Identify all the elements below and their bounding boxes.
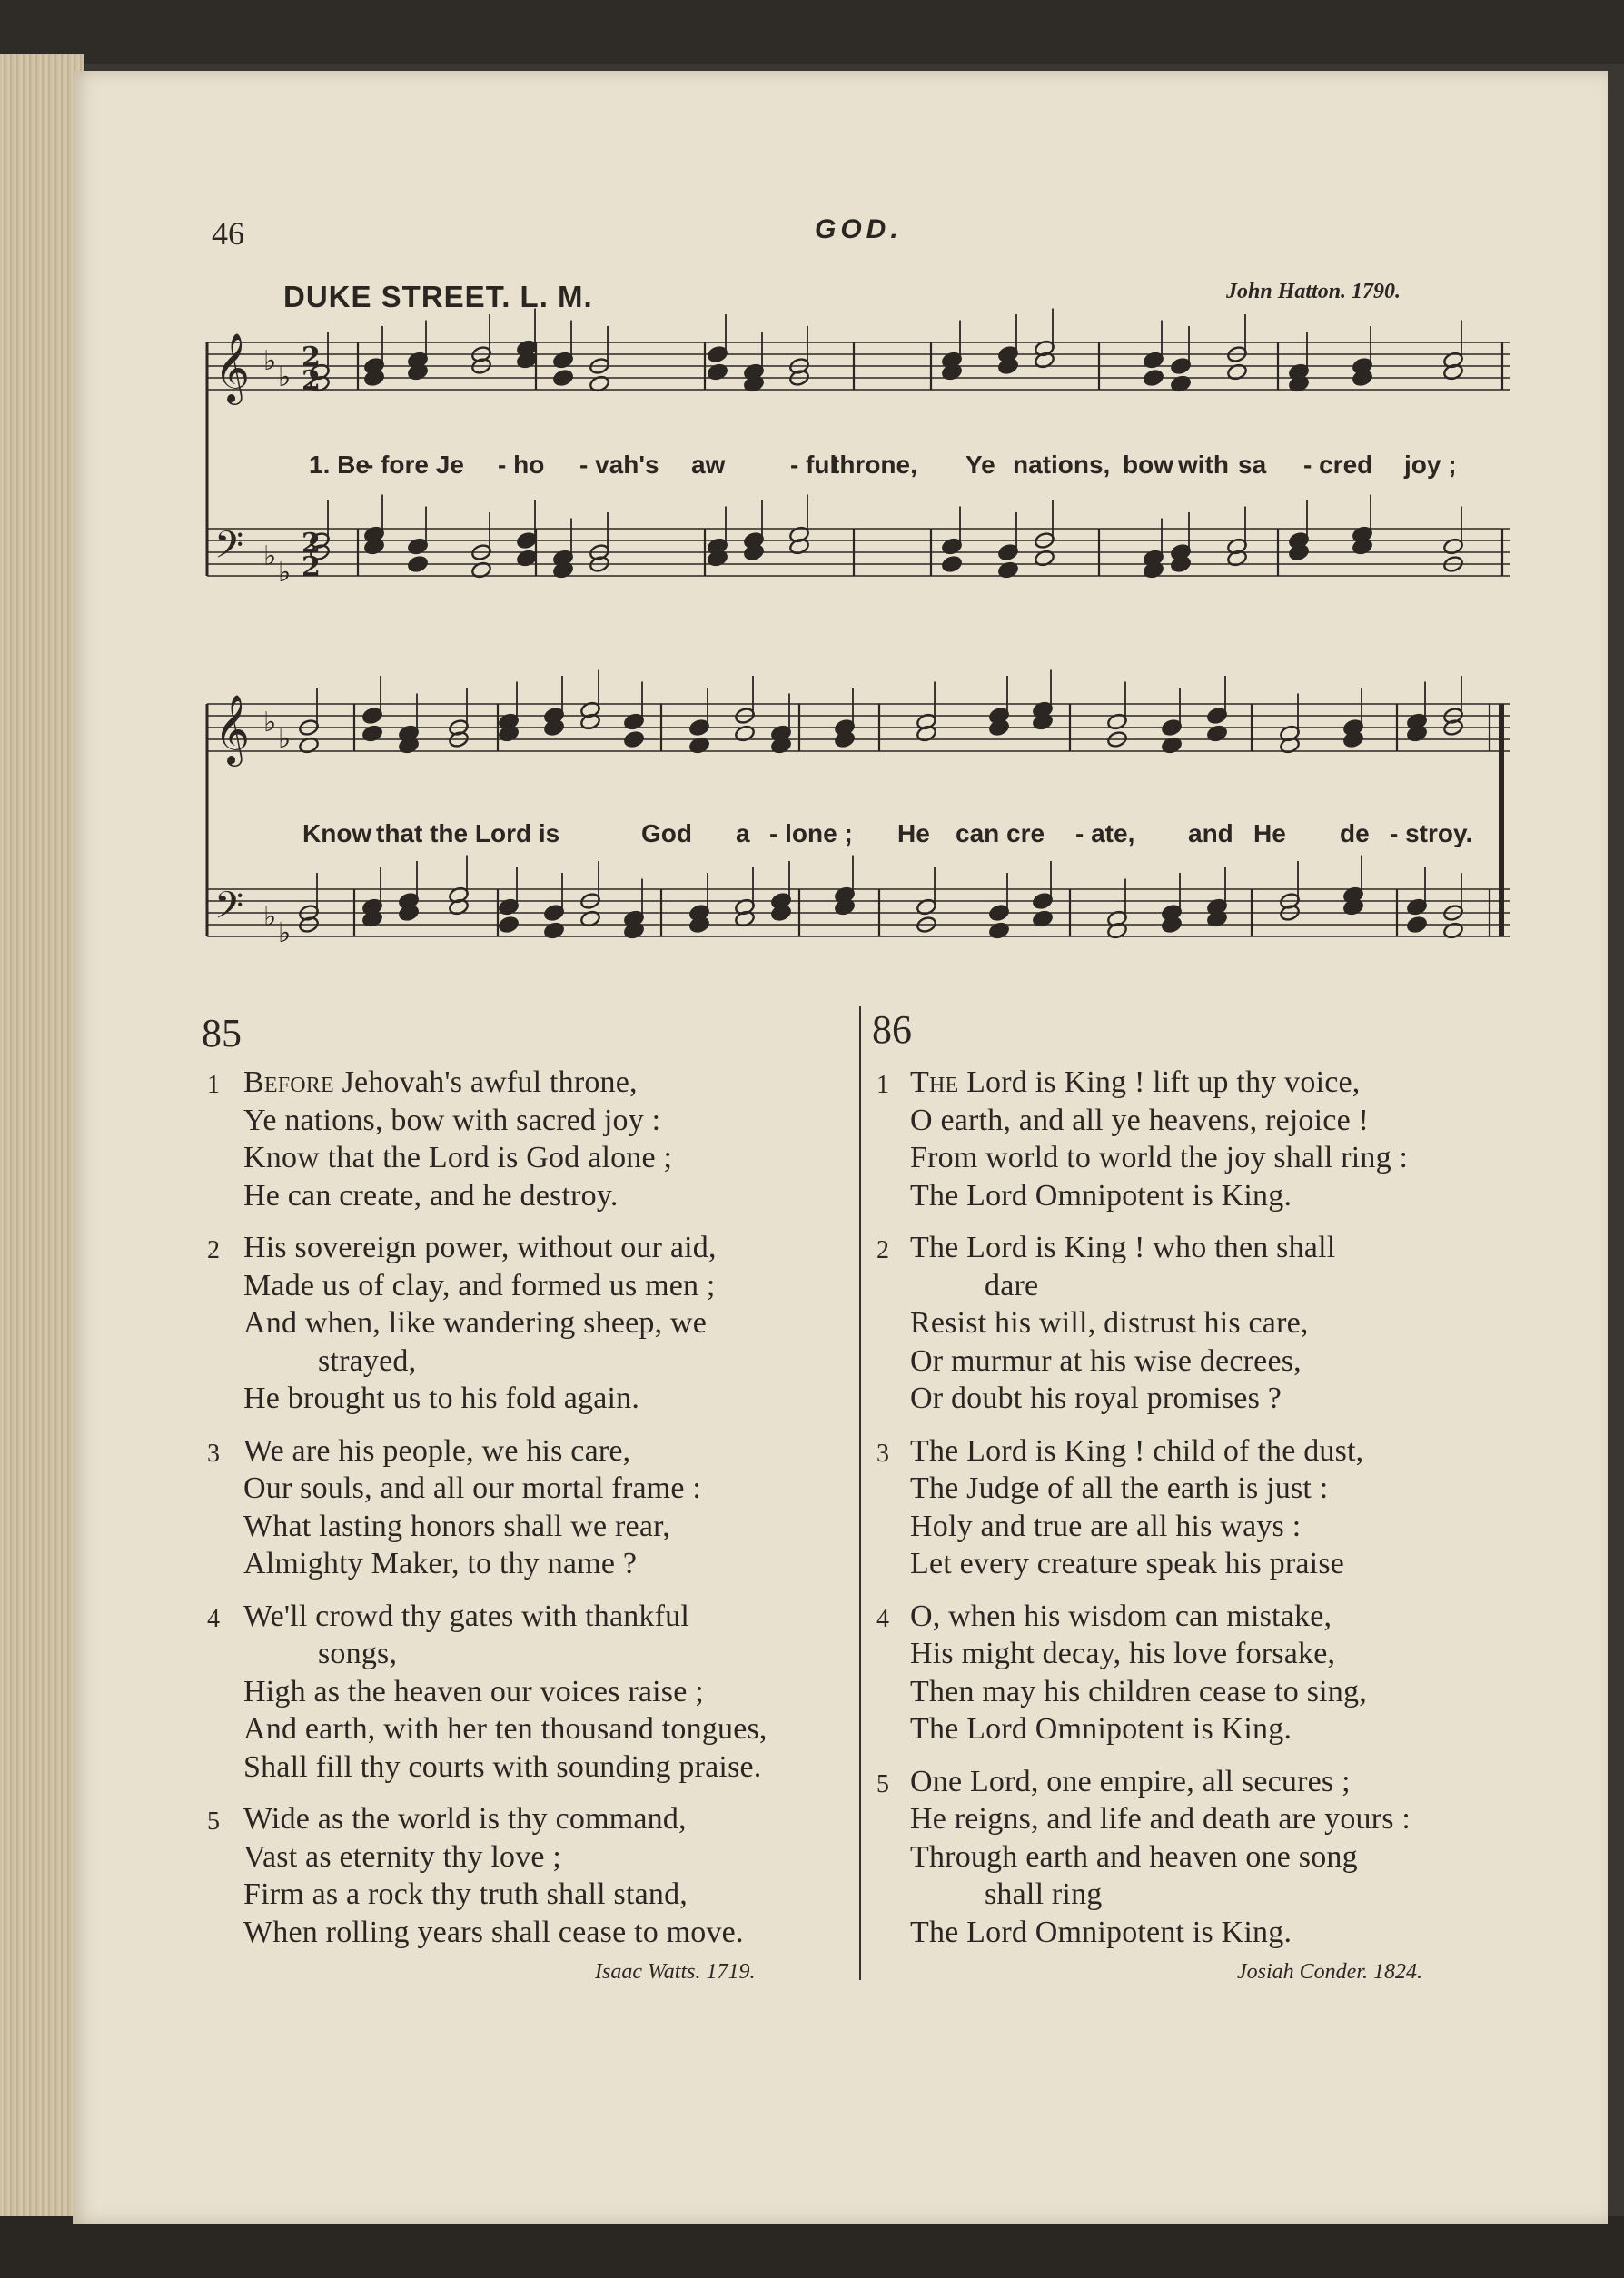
verse-line-text: When rolling years shall cease to move. xyxy=(243,1915,744,1949)
verse-line-text: He reigns, and life and death are yours : xyxy=(910,1802,1411,1836)
verse-line-text: O earth, and all ye heavens, rejoice ! xyxy=(910,1103,1370,1137)
verse-line-text: Our souls, and all our mortal frame : xyxy=(243,1471,702,1505)
lyric-syllable: - stroy. xyxy=(1390,819,1473,847)
verse-line-text: songs, xyxy=(318,1637,398,1670)
flat-sign: ♭ xyxy=(278,723,292,755)
column-divider xyxy=(859,1006,861,1980)
note-head xyxy=(498,916,520,934)
verse-line-text: shall ring xyxy=(985,1877,1103,1911)
verse-line xyxy=(910,1712,1292,1747)
flat-sign: ♭ xyxy=(263,901,277,933)
verse-line xyxy=(243,1750,762,1785)
verse-line xyxy=(910,1434,1363,1469)
verse-number: 4 xyxy=(876,1604,889,1633)
lyric-syllable: with xyxy=(1178,451,1229,479)
verse-line xyxy=(910,1637,1335,1671)
verse-first-word: Before xyxy=(243,1065,334,1099)
verse-line xyxy=(910,1141,1408,1175)
verse-line xyxy=(910,1600,1332,1634)
verse-line xyxy=(243,1104,660,1138)
hymn-86-number: 86 xyxy=(872,1007,912,1052)
verse-line xyxy=(318,1637,397,1671)
verse-line xyxy=(243,1434,630,1469)
lyric-syllable: - cred xyxy=(1303,451,1373,479)
verse-line-text: From world to world the joy shall ring : xyxy=(910,1141,1409,1174)
time-signature: 2 xyxy=(302,551,321,583)
note-head xyxy=(623,730,645,748)
verse-number: 2 xyxy=(207,1236,220,1264)
verse-line-text: The Lord Omnipotent is King. xyxy=(910,1178,1292,1213)
verse-line-text: Lord is King ! lift up thy voice, xyxy=(958,1065,1361,1099)
verse-line-text: Wide as the world is thy command, xyxy=(243,1802,687,1836)
verse-line-text: Let every creature speak his praise xyxy=(910,1547,1345,1580)
verse-line xyxy=(910,1916,1292,1950)
verse-line-text: Ye nations, bow with sacred joy : xyxy=(243,1103,661,1137)
lyric-syllable: - ful xyxy=(790,451,837,479)
verse-line xyxy=(243,1510,670,1544)
lyric-syllable: - ate, xyxy=(1075,819,1135,847)
verse-line-text: Or doubt his royal promises ? xyxy=(910,1382,1282,1415)
hymn-86-author: Josiah Conder. 1824. xyxy=(1237,1960,1422,1984)
tune-name: DUKE STREET. L. M. xyxy=(283,280,593,313)
page-number: 46 xyxy=(212,215,244,252)
lyric-syllable: joy ; xyxy=(1404,451,1457,479)
verse-line-text: He brought us to his fold again. xyxy=(243,1382,640,1415)
lyric-syllable: bow xyxy=(1123,451,1173,479)
verse-line-text: Jehovah's awful throne, xyxy=(333,1065,638,1099)
lyric-syllable: Know xyxy=(302,819,372,847)
lyric-syllable: He xyxy=(1253,819,1286,847)
verse-line xyxy=(910,1840,1358,1875)
verse-line xyxy=(243,1916,744,1950)
tune-composer: John Hatton. 1790. xyxy=(1226,280,1401,303)
verse-line xyxy=(910,1510,1301,1544)
flat-sign: ♭ xyxy=(263,540,277,572)
verse-line-text: strayed, xyxy=(318,1343,417,1378)
bass-clef: 𝄢 xyxy=(214,523,244,576)
note-head xyxy=(407,555,429,573)
verse-line-text: Shall fill thy courts with sounding praise. xyxy=(243,1749,762,1784)
verse-line xyxy=(243,1712,767,1747)
lyric-syllable: - lone ; xyxy=(769,819,853,847)
verse-line-text: dare xyxy=(985,1268,1039,1302)
verse-line-text: His might decay, his love forsake, xyxy=(910,1637,1336,1670)
flat-sign: ♭ xyxy=(278,557,292,589)
verse-line-text: Resist his will, distrust his care, xyxy=(910,1306,1309,1340)
verse-line-text: Vast as eternity thy love ; xyxy=(243,1839,562,1874)
verse-line-text: The Lord is King ! child of the dust, xyxy=(910,1433,1364,1468)
lyric-syllable: Ye xyxy=(965,451,995,479)
verse-line xyxy=(985,1269,1038,1303)
lyric-syllable: and xyxy=(1188,819,1233,847)
verse-line-text: And when, like wandering sheep, we xyxy=(243,1306,708,1340)
verse-line-text: We are his people, we his care, xyxy=(243,1433,631,1468)
lyric-syllable: nations, xyxy=(1013,451,1111,479)
note-head xyxy=(941,555,963,573)
verse-line xyxy=(910,1179,1292,1213)
note-head xyxy=(1406,916,1428,934)
verse-line-text: Through earth and heaven one song xyxy=(910,1839,1358,1874)
verse-line-text: We'll crowd thy gates with thankful xyxy=(243,1599,690,1633)
verse-line-text: The Lord Omnipotent is King. xyxy=(910,1712,1292,1746)
verse-line xyxy=(243,1840,561,1875)
verse-line xyxy=(243,1065,638,1100)
final-bar xyxy=(1499,704,1504,936)
verse-number: 5 xyxy=(207,1808,220,1836)
book-cover-bottom xyxy=(0,2216,1624,2278)
verse-line-text: Almighty Maker, to thy name ? xyxy=(243,1547,638,1580)
verse-number: 2 xyxy=(876,1236,889,1264)
verse-line xyxy=(318,1344,416,1379)
verse-line xyxy=(985,1877,1102,1912)
lyric-syllable: that the Lord is xyxy=(376,819,560,847)
lyric-syllable: sa xyxy=(1238,451,1267,479)
time-signature: 2 xyxy=(302,342,321,373)
verse-line-text: Firm as a rock thy truth shall stand, xyxy=(243,1877,688,1911)
verse-line-text: He can create, and he destroy. xyxy=(243,1178,619,1213)
verse-number: 5 xyxy=(876,1769,889,1798)
verse-line xyxy=(910,1065,1361,1100)
running-head: GOD. xyxy=(815,214,903,244)
treble-clef: 𝄞 xyxy=(214,694,251,764)
treble-clef: 𝄞 xyxy=(214,332,251,402)
verse-number: 3 xyxy=(207,1439,220,1468)
verse-number: 4 xyxy=(207,1604,220,1633)
verse-line xyxy=(243,1802,687,1837)
verse-line xyxy=(910,1765,1351,1799)
verse-line-text: What lasting honors shall we rear, xyxy=(243,1509,670,1543)
lyric-syllable: 1. Be xyxy=(309,451,370,479)
verse-line xyxy=(243,1675,704,1709)
flat-sign: ♭ xyxy=(263,345,277,377)
verse-line xyxy=(910,1306,1309,1341)
verse-line-text: His sovereign power, without our aid, xyxy=(243,1231,717,1264)
verse-number: 3 xyxy=(876,1439,889,1468)
verse-line xyxy=(910,1104,1369,1138)
lyric-syllable: throne, xyxy=(831,451,917,479)
bass-clef: 𝄢 xyxy=(214,884,244,936)
verse-line-text: The Judge of all the earth is just : xyxy=(910,1471,1329,1505)
verse-line xyxy=(910,1344,1302,1379)
verse-line-text: O, when his wisdom can mistake, xyxy=(910,1599,1332,1633)
verse-line-text: The Lord is King ! who then shall xyxy=(910,1231,1336,1264)
verse-line-text: Or murmur at his wise decrees, xyxy=(910,1343,1302,1378)
lyric-syllable: - vah's xyxy=(579,451,659,479)
flat-sign: ♭ xyxy=(263,707,277,738)
verse-line-text: High as the heaven our voices raise ; xyxy=(243,1674,704,1708)
verse-line-text: Made us of clay, and formed us men ; xyxy=(243,1268,716,1302)
verse-line xyxy=(243,1547,637,1581)
lyric-syllable: God xyxy=(641,819,692,847)
verse-line-text: The Lord Omnipotent is King. xyxy=(910,1915,1292,1949)
time-signature: 2 xyxy=(302,528,321,560)
verse-line xyxy=(910,1547,1344,1581)
note-head xyxy=(1143,369,1164,387)
hymn-85-number: 85 xyxy=(202,1011,242,1055)
lyric-syllable: can cre xyxy=(956,819,1045,847)
verse-number: 1 xyxy=(876,1071,889,1099)
lyric-syllable: - fore Je xyxy=(365,451,464,479)
lyric-syllable: de xyxy=(1340,819,1370,847)
verse-line xyxy=(243,1141,672,1175)
verse-line-text: And earth, with her ten thousand tongues, xyxy=(243,1712,767,1746)
flat-sign: ♭ xyxy=(278,362,292,393)
lyric-syllable: - ho xyxy=(498,451,545,479)
verse-line-text: One Lord, one empire, all secures ; xyxy=(910,1764,1351,1798)
verse-line xyxy=(910,1471,1328,1506)
lyric-syllable: aw xyxy=(691,451,726,479)
verse-line xyxy=(910,1802,1411,1837)
verse-line-text: Then may his children cease to sing, xyxy=(910,1674,1367,1708)
verse-line xyxy=(243,1471,701,1506)
verse-line-text: Holy and true are all his ways : xyxy=(910,1509,1302,1543)
lyric-syllable: a xyxy=(736,819,750,847)
verse-line xyxy=(243,1231,717,1265)
lyric-syllable: He xyxy=(897,819,930,847)
hymn-85-author: Isaac Watts. 1719. xyxy=(595,1960,756,1984)
verse-line xyxy=(910,1231,1335,1265)
verse-number: 1 xyxy=(207,1071,220,1099)
verse-line xyxy=(910,1675,1367,1709)
verse-line xyxy=(243,1269,716,1303)
verse-line xyxy=(243,1382,639,1416)
verse-first-word: The xyxy=(910,1065,959,1099)
verse-line-text: Know that the Lord is God alone ; xyxy=(243,1141,673,1174)
verse-line xyxy=(243,1179,619,1213)
verse-line xyxy=(243,1306,707,1341)
time-signature: 2 xyxy=(302,365,321,397)
verse-line xyxy=(910,1382,1282,1416)
flat-sign: ♭ xyxy=(278,917,292,949)
verse-line xyxy=(243,1600,689,1634)
note-head xyxy=(552,369,574,387)
verse-line xyxy=(243,1877,688,1912)
music-score xyxy=(0,0,1624,1008)
